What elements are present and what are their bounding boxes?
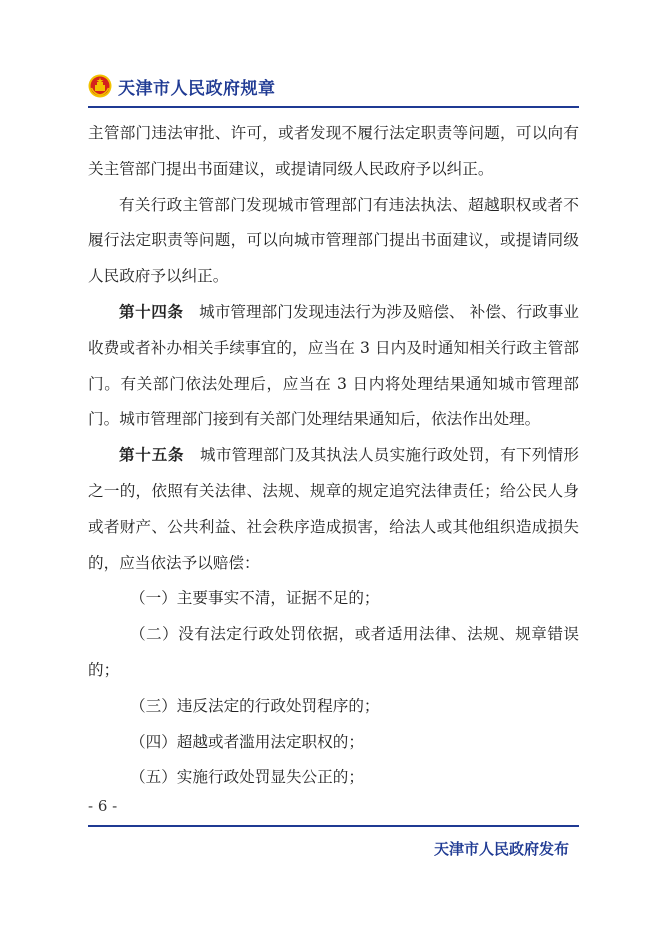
paragraph-continuation: 主管部门违法审批、许可，或者发现不履行法定职责等问题，可以向有关主管部门提出书面建议，或提请同级人民政府予以纠正。 bbox=[88, 124, 579, 178]
article-number: 第十四条 bbox=[119, 302, 184, 321]
list-item: （二）没有法定行政处罚依据，或者适用法律、法规、规章错误的； bbox=[88, 625, 579, 679]
list-item: （一）主要事实不清，证据不足的； bbox=[130, 589, 380, 608]
paragraph: 有关行政主管部门发现城市管理部门有违法执法、超越职权或者不履行法定职责等问题，可以向城市管理部门提出书面建议，或提请同级人民政府予以纠正。 bbox=[88, 195, 579, 286]
header-divider bbox=[88, 106, 579, 108]
article-number: 第十五条 bbox=[119, 446, 185, 465]
document-header bbox=[88, 70, 276, 102]
article-14 bbox=[88, 295, 579, 438]
header-title: 天津市人民政府规章 bbox=[118, 78, 276, 99]
article-text: 城市管理部门及其执法人员实施行政处罚，有下列情形之一的，依照有关法律、法规、规章的规定追究法律责任；给公民人身或者财产、公共利益、社会秩序造成损害，给法人或其他组织造成损失的，应当依法予以赔偿： bbox=[88, 446, 579, 572]
footer-publisher: 天津市人民政府发布 bbox=[433, 840, 569, 858]
list-item: （五）实施行政处罚显失公正的； bbox=[130, 768, 364, 787]
list-item: （三）违反法定的行政处罚程序的； bbox=[130, 696, 380, 715]
article-text: 城市管理部门发现违法行为涉及赔偿、 补偿、行政事业收费或者补办相关手续事宜的，应当在 3 日内及时通知相关行政主管部门。有关部门依法处理后，应当在 3 日内将处理结果通知城市管理部门。城市管理部门接到有关部门处理结果通知后，依法作出处理。 bbox=[88, 302, 579, 429]
document-body bbox=[88, 116, 579, 796]
list-item: （四）超越或者滥用法定职权的； bbox=[130, 732, 364, 751]
page-number: - 6 - bbox=[88, 797, 118, 815]
article-15 bbox=[88, 438, 579, 581]
footer-divider bbox=[88, 825, 579, 827]
national-emblem-icon bbox=[88, 74, 112, 98]
